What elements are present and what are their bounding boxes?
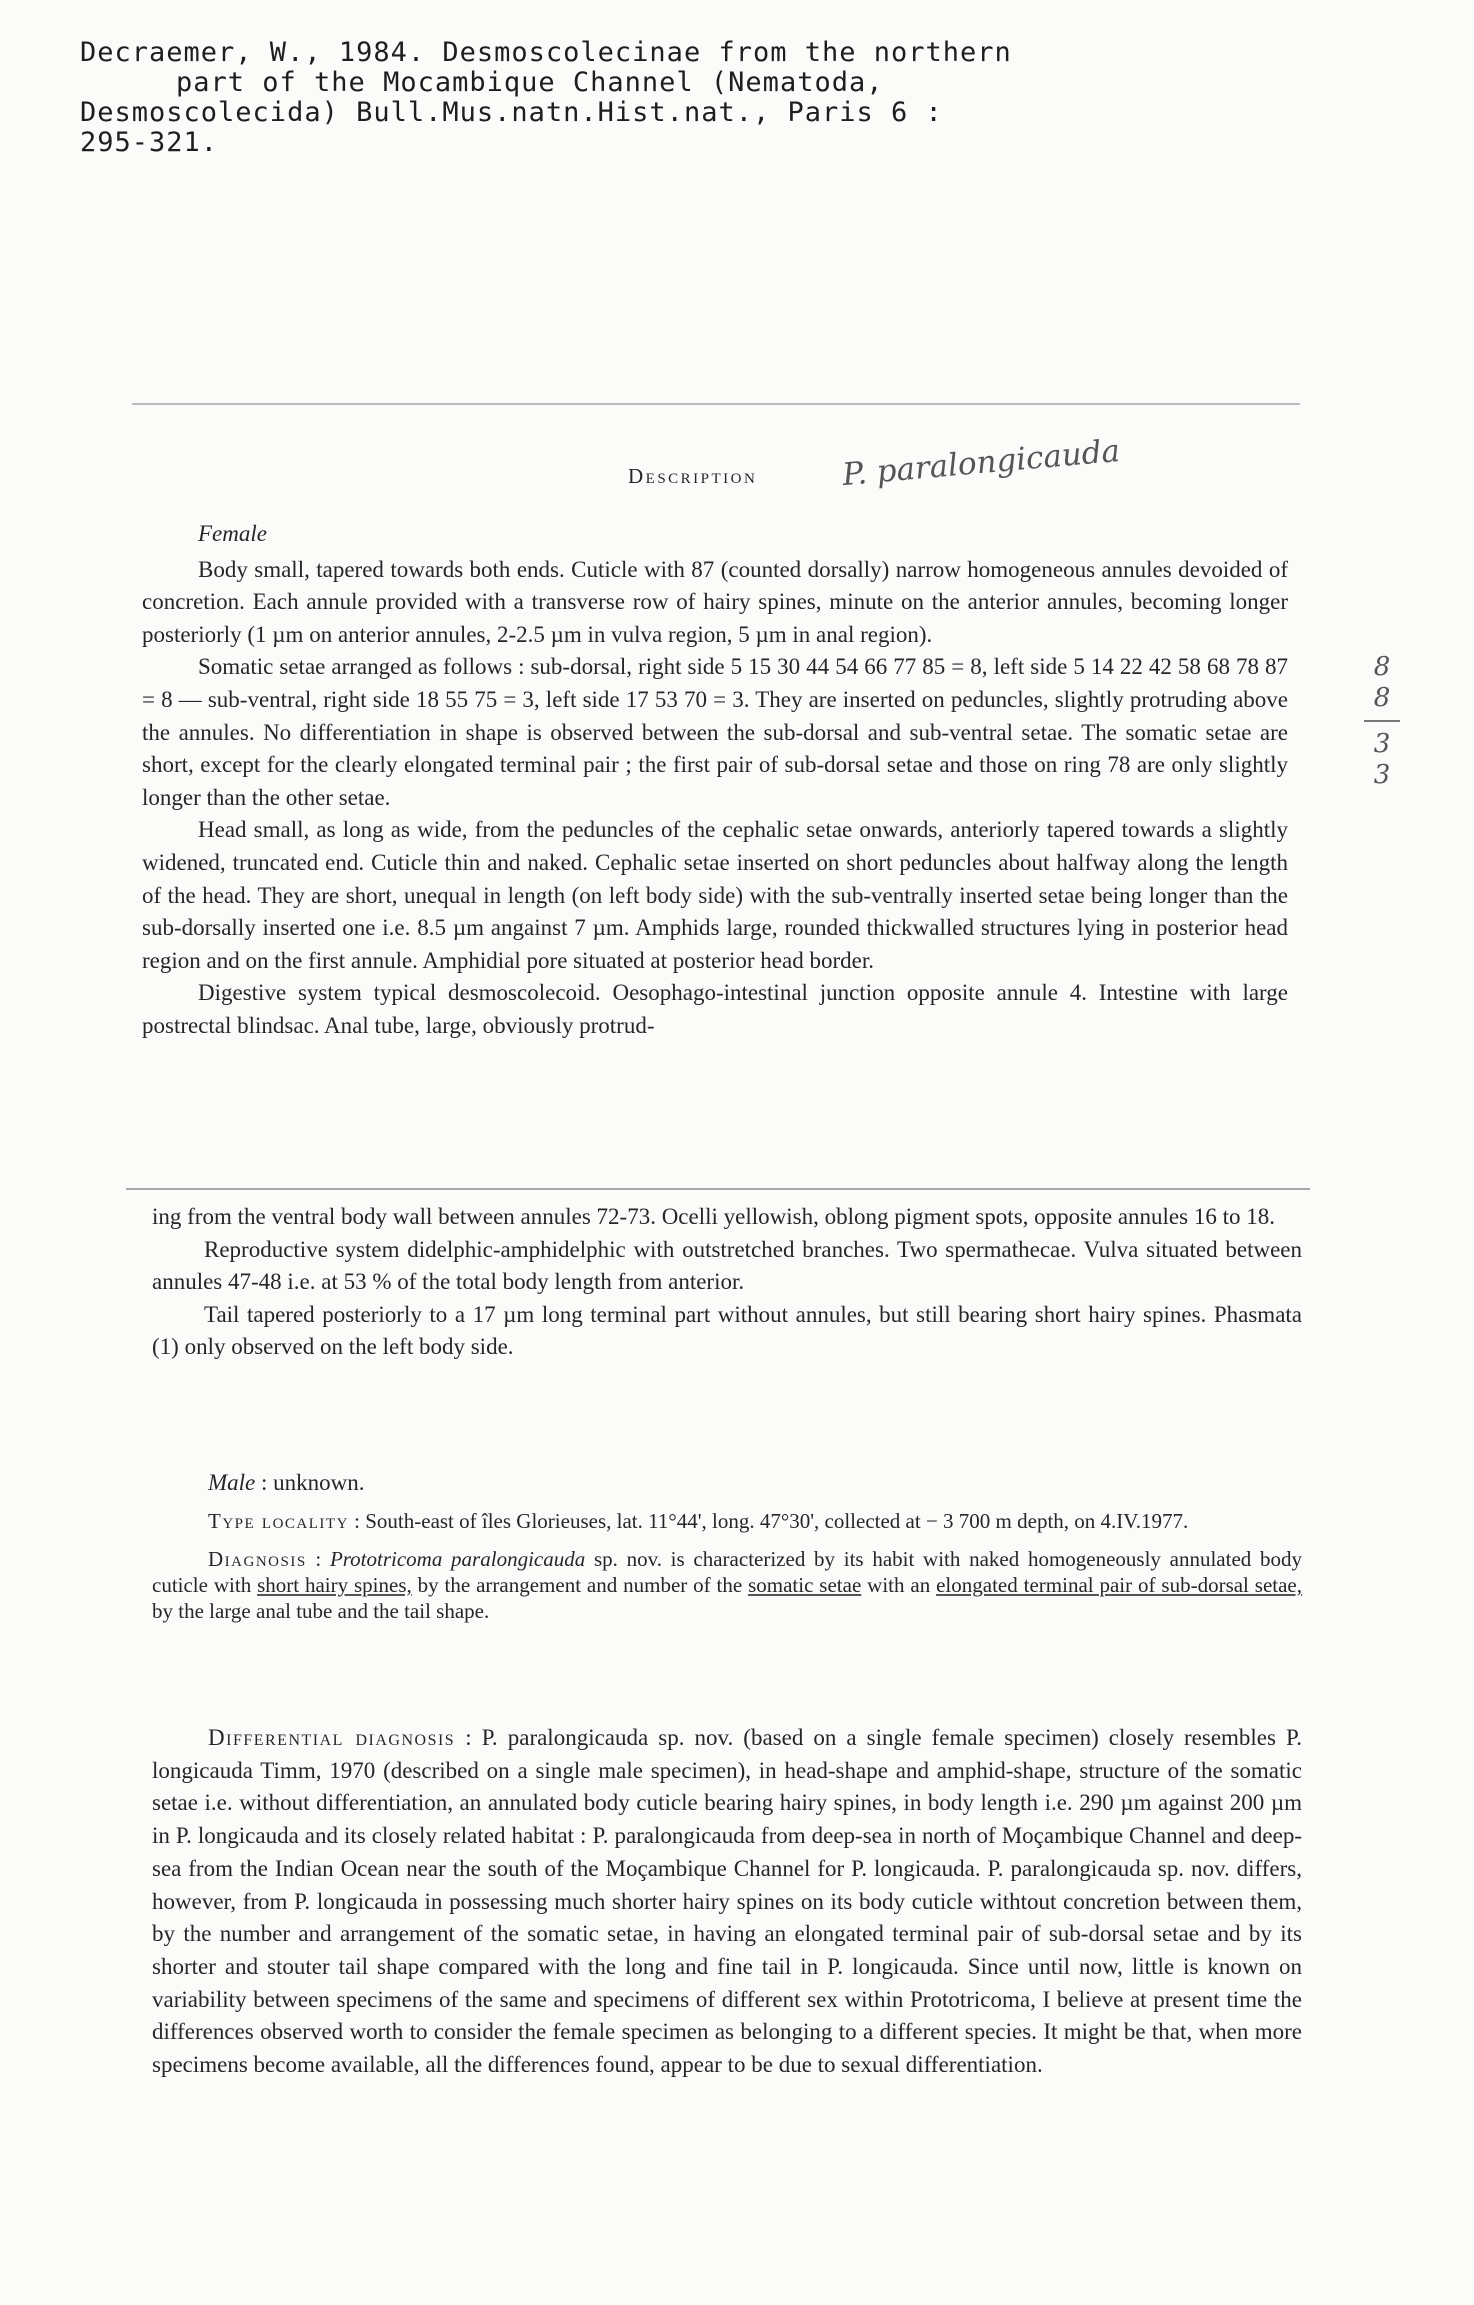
- differential-diagnosis-label: Differential diagnosis: [208, 1725, 456, 1750]
- reference-line-1: Decraemer, W., 1984. Desmoscolecinae from the northern: [80, 37, 1012, 68]
- paragraph-tail: Tail tapered posteriorly to a 17 µm long terminal part without annules, but still bearing short hairy spines. Phasmata (1) only observed on the left body side.: [152, 1301, 1302, 1360]
- description-part-2: [152, 1201, 1302, 1364]
- diagnosis-label: Diagnosis: [208, 1547, 307, 1571]
- diagnosis-text: sp. nov. is characterized by its habit with naked homogeneously annulated body cuticle with: [152, 1547, 1302, 1597]
- male-line: [152, 1470, 1302, 1496]
- top-divider: [132, 403, 1300, 405]
- diagnosis-sep: :: [306, 1547, 330, 1571]
- description-part-3: [152, 1470, 1302, 1624]
- margin-fraction-bar: [1364, 720, 1400, 722]
- diagnosis-underline: elongated terminal pair of sub-dorsal setae,: [936, 1573, 1303, 1597]
- paragraph-head: Head small, as long as wide, from the peduncles of the cephalic setae onwards, anteriorly tapered towards a slightly widened, truncated end. Cuticle thin and naked. Cephalic setae inserted on short peduncles about halfway along the length of the head. They are short, unequal in length (on left body side) with the sub-ventrally inserted setae being longer than the sub-dorsally inserted one i.e. 8.5 µm angainst 7 µm. Amphids large, rounded thickwalled structures lying in posterior head region and on the first annule. Amphidial pore situated at posterior head border.: [142, 817, 1288, 973]
- reference-line-4: 295-321.: [80, 127, 219, 158]
- paragraph-body: Body small, tapered towards both ends. Cuticle with 87 (counted dorsally) narrow homogeneous annules devoided of concretion. Each annule provided with a transverse row of hairy spines, minute on the anterior annules, becoming longer posteriorly (1 µm on anterior annules, 2-2.5 µm in vulva region, 5 µm in anal region).: [142, 556, 1288, 647]
- description-part-1: [142, 518, 1288, 1043]
- paragraph-digestive-continued: ing from the ventral body wall between annules 72-73. Ocelli yellowish, oblong pigment spots, opposite annules 16 to 18.: [152, 1204, 1275, 1229]
- handwritten-species-note: P. paralongicauda: [840, 432, 1122, 494]
- spacer: [152, 1496, 1302, 1508]
- paragraph-reproductive: Reproductive system didelphic-amphidelphic with outstretched branches. Two spermathecae. Vulva situated between annules 47-48 i.e. at 53 % of the total body length from anterior.: [152, 1236, 1302, 1295]
- spacer: [152, 1534, 1302, 1546]
- page-join-divider: [126, 1188, 1310, 1190]
- paragraph-somatic-setae: Somatic setae arranged as follows : sub-dorsal, right side 5 15 30 44 54 66 77 85 = 8, left side 5 14 22 42 58 68 78 87 = 8 — sub-ventral, right side 18 55 75 = 3, left side 17 53 70 = 3. They are inserted on peduncles, slightly protruding above the annules. No differentiation in shape is observed between the sub-dorsal and sub-ventral setae. The somatic setae are short, except for the clearly elongated terminal pair ; the first pair of sub-dorsal setae and those on ring 78 are only slightly longer than the other setae.: [142, 654, 1288, 810]
- margin-number: 3: [1373, 729, 1391, 759]
- diagnosis-species-name: Prototricoma paralongicauda: [329, 1547, 586, 1571]
- section-heading: Description: [628, 464, 758, 488]
- diagnosis: [152, 1546, 1302, 1624]
- male-text: : unknown.: [255, 1470, 365, 1495]
- reference-line-3: Desmoscolecida) Bull.Mus.natn.Hist.nat., Paris 6 :: [80, 97, 943, 128]
- diagnosis-underline: somatic setae: [748, 1573, 862, 1597]
- male-label: Male: [208, 1470, 256, 1495]
- reference-line-2: part of the Mocambique Channel (Nematoda,: [176, 67, 884, 98]
- margin-annotation: [1364, 652, 1400, 791]
- paragraph-digestive: Digestive system typical desmoscolecoid. Oesophago-intestinal junction opposite annule 4. Intestine with large postrectal blindsac. Anal tube, large, obviously protrud-: [142, 980, 1288, 1038]
- margin-number: 8: [1373, 652, 1391, 682]
- margin-number: 8: [1373, 683, 1391, 713]
- differential-diagnosis-section: [152, 1722, 1302, 2082]
- diagnosis-text: with an: [861, 1573, 937, 1597]
- diagnosis-text: by the large anal tube and the tail shape.: [152, 1599, 490, 1623]
- female-heading: Female: [198, 521, 267, 546]
- type-locality-label: Type locality: [208, 1509, 349, 1533]
- differential-diagnosis-text: : P. paralongicauda sp. nov. (based on a single female specimen) closely resembles P. longicauda Timm, 1970 (described on a single male specimen), in head-shape and amphid-shape, structure of the somatic setae i.e. without differentiation, an annulated body cuticle bearing hairy spines, in body length i.e. 290 µm against 200 µm in P. longicauda and its closely related habitat : P. paralongicauda from deep-sea in north of Moçambique Channel and deep-sea from the Indian Ocean near the south of the Moçambique Channel for P. longicauda. P. paralongicauda sp. nov. differs, however, from P. longicauda in possessing much shorter hairy spines on its body cuticle withtout concretion between them, by the number and arrangement of the somatic setae, in having an elongated terminal pair of sub-dorsal setae and by its shorter and stouter tail shape compared with the long and fine tail in P. longicauda. Since until now, little is known on variability between specimens of the same and specimens of different sex within Prototricoma, I believe at present time the differences observed worth to consider the female specimen as belonging to a different species. It might be that, when more specimens become available, all the differences found, appear to be due to sexual differentiation.: [152, 1725, 1302, 2078]
- diagnosis-text: by the arrangement and number of the: [411, 1573, 749, 1597]
- margin-number: 3: [1373, 760, 1391, 790]
- differential-diagnosis: [152, 1722, 1302, 2082]
- type-locality: [152, 1508, 1302, 1534]
- diagnosis-underline: short hairy spines,: [257, 1573, 412, 1597]
- reference-citation: [80, 38, 1220, 158]
- type-locality-text: : South-east of îles Glorieuses, lat. 11°44', long. 47°30', collected at − 3 700 m depth, on 4.IV.1977.: [348, 1509, 1189, 1533]
